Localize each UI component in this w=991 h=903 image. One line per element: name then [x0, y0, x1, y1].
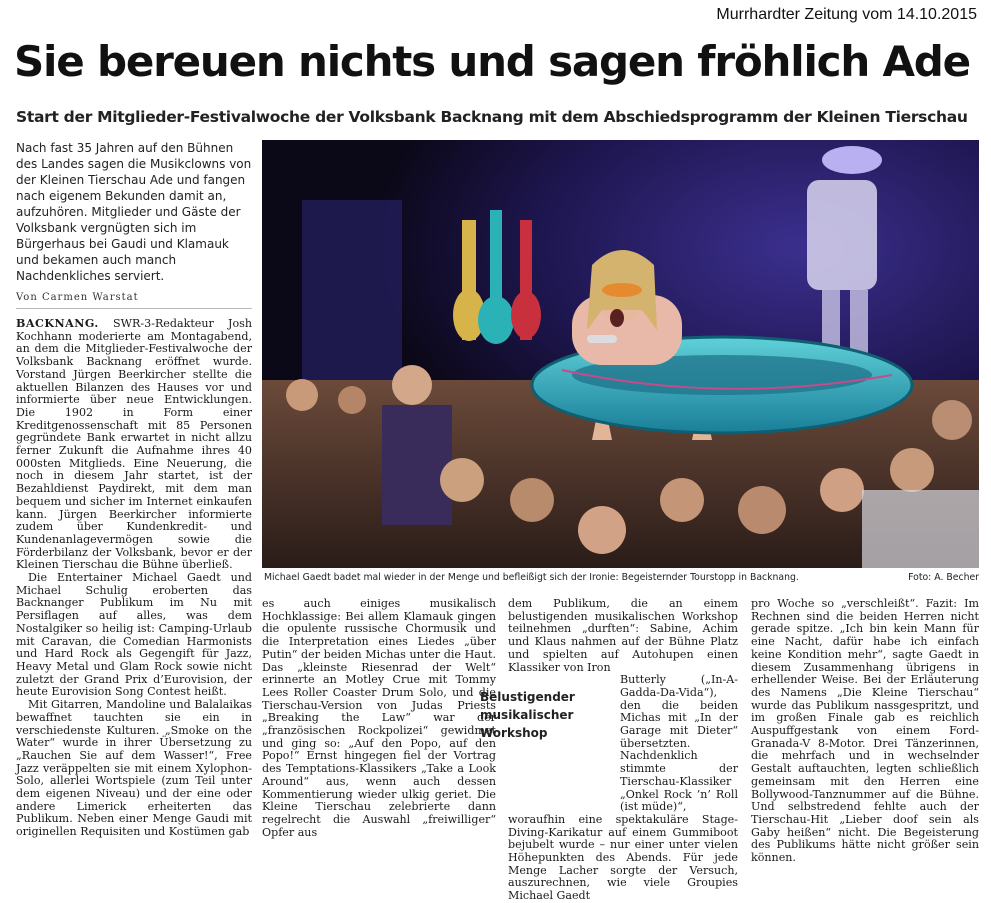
lead-paragraph: Nach fast 35 Jahren auf den Bühnen des Landes sagen die Musikclowns von der Kleinen Tierschau Ade und fangen nach eigenem Bekunden damit an, aufzuhören. Mitglieder und Gäste der Volksbank vergnügten sich im Bürgerhaus bei Gaudi und Klamauk und bekamen auch manch Nachdenkliches serviert. [16, 141, 252, 283]
byline: Von Carmen Warstat [16, 292, 252, 309]
subheadline: Start der Mitglieder-Festivalwoche der Volksbank Backnang mit dem Abschiedsprogramm der Kleinen Tierschau [16, 108, 968, 126]
paragraph: BACKNANG. SWR-3-Redakteur Josh Kochhann moderierte am Montagabend, an dem die Mitglieder-Festivalwoche der Volksbank Backnang eröffnet wurde. Vorstand Jürgen Beerkircher stellte die aktuellen Bilanzen des Hauses vor und informierte über neue Entwicklungen. Die 1902 in Form einer Kreditgenossenschaft mit 85 Personen gegründete Bank erwartet in nicht allzu ferner Zukunft die Aufnahme ihres 40 000sten Mitglieds. Eine Neuerung, die noch in diesem Jahr startet, ist der Bezahldienst Paydirekt, mit dem man bequem und sicher im Internet einkaufen kann. Jürgen Beerkircher informierte zudem über Kundenkredit- und Kundenanlagevermögen sowie die Förderbilanz der Volksbank, bevor er der Kleinen Tierschau die Bühne überließ. [16, 317, 252, 572]
article-column-2 [262, 598, 496, 841]
headline: Sie bereuen nichts und sagen fröhlich Ade [14, 37, 970, 86]
paragraph: pro Woche so „verschleißt“. Fazit: Im Rechnen sind die beiden Herren nicht gerade spitze. „Ich bin kein Mann für eine Nacht, dafür habe ich einfach keine Kondition mehr“, sagte Gaedt in diesem Zusammenhang übrigens in erhellender Weise. Bei der Erläuterung des Namens „Die Kleine Tierschau“ wurde das Publikum nassgespritzt, und im großen Finale gab es reichlich Auspuffgestank von einem Ford-Granada-V 8-Motor. Drei Tänzerinnen, die mehrfach und in wechselnder Gestalt auftauchten, legten schließlich gemeinsam mit den Herren eine Bollywood-Tanznummer auf die Bühne. Und selbstredend fehlte auch der Tierschau-Hit „Lieber doof sein als Gaby heißen“ nicht. Die Begeisterung des Publikums hätte nicht größer sein können. [751, 597, 979, 865]
paragraph: Mit Gitarren, Mandoline und Balalaikas bewaffnet tauchten sie ein in verschiedenste Kulturen. „Smoke on the Water“ wurde in ihrer Übersetzung zu „Rauchen Sie auf dem Wasser!“, Free Jazz veräppelten sie mit einem Xylophon-Solo, allerlei Wortspiele (zum Teil unter dem eigenen Niveau) und der eine oder andere Limerick erheiterten das Publikum. Neben einer Menge Gaudi mit originellen Requisiten und Kostümen gab [16, 698, 252, 839]
photo-caption: Michael Gaedt badet mal wieder in der Menge und befleißigt sich der Ironie: Begeisternder Tourstopp in Backnang. [264, 572, 799, 583]
paragraph: es auch einiges musikalisch Hochklassige: Bei allem Klamauk gingen die opulente russische Chormusik und die Interpretation eines Liedes „über Putin“ der beiden Michas unter die Haut. Das „kleinste Riesenrad der Welt“ erinnerte an Motley Crue mit Tommy Lees Roller Coaster Drum Solo, und die Tierschau-Version von Judas Priests „Breaking the Law“ war der „französischen Rockpolizei“ gewidmet und ging so: „Auf den Popo, auf den Popo!“ Ernst hingegen fiel der Vortrag des Temptations-Klassikers „Take a Look Around“ aus, wenn auch dessen Kommentierung wieder ulkig geriet. Die Kleine Tierschau zelebrierte dann regelrecht die Auswahl „freiwilliger“ Opfer aus [262, 597, 496, 839]
paragraph: Butterly („In-A-Gadda-Da-Vida“), den die beiden Michas mit „In der Garage mit Dieter“ übersetzten. Nachdenklich stimmte der Tierschau-Klassiker „Onkel Rock ’n’ Roll (ist müde)“, [620, 673, 738, 814]
pullquote: Belustigender musikalischer Workshop [480, 690, 575, 740]
article-column-4 [751, 597, 979, 865]
paragraph: Die Entertainer Michael Gaedt und Michael Schulig eroberten das Backnanger Publikum im Nu mit Persiflagen auf alles, was dem Nostalgiker so heilig ist: Camping-Urlaub mit Caravan, die Comedian Harmonists und Hard Rock als Gegengift für Jazz, Heavy Metal und Glam Rock sowie nicht zuletzt der Grand Prix d’Eurovision, der heute Eurovision Song Contest heißt. [16, 571, 252, 699]
concert-photo [262, 140, 979, 568]
masthead: Murrhardter Zeitung vom 14.10.2015 [716, 6, 977, 23]
paragraph: dem Publikum, die an einem belustigenden musikalischen Workshop teilnehmen „durften“: Sabine, Achim und Klaus nahmen auf der Bühne Platz und spielten auf Autohupen einen Klassiker von Iron [508, 597, 738, 674]
paragraph: woraufhin eine spektakuläre Stage-Diving-Karikatur auf einem Gummiboot bejubelt wurde – nur einer unter vielen Höhepunkten des Abends. Für jede Menge Lacher sorgte der Versuch, auszurechnen, wie viele Groupies Michael Gaedt [508, 812, 738, 903]
photo-credit: Foto: A. Becher [908, 572, 979, 583]
crowd-surf-illustration [262, 140, 979, 568]
article-column-1 [16, 318, 252, 841]
dateline: BACKNANG. [16, 317, 99, 330]
